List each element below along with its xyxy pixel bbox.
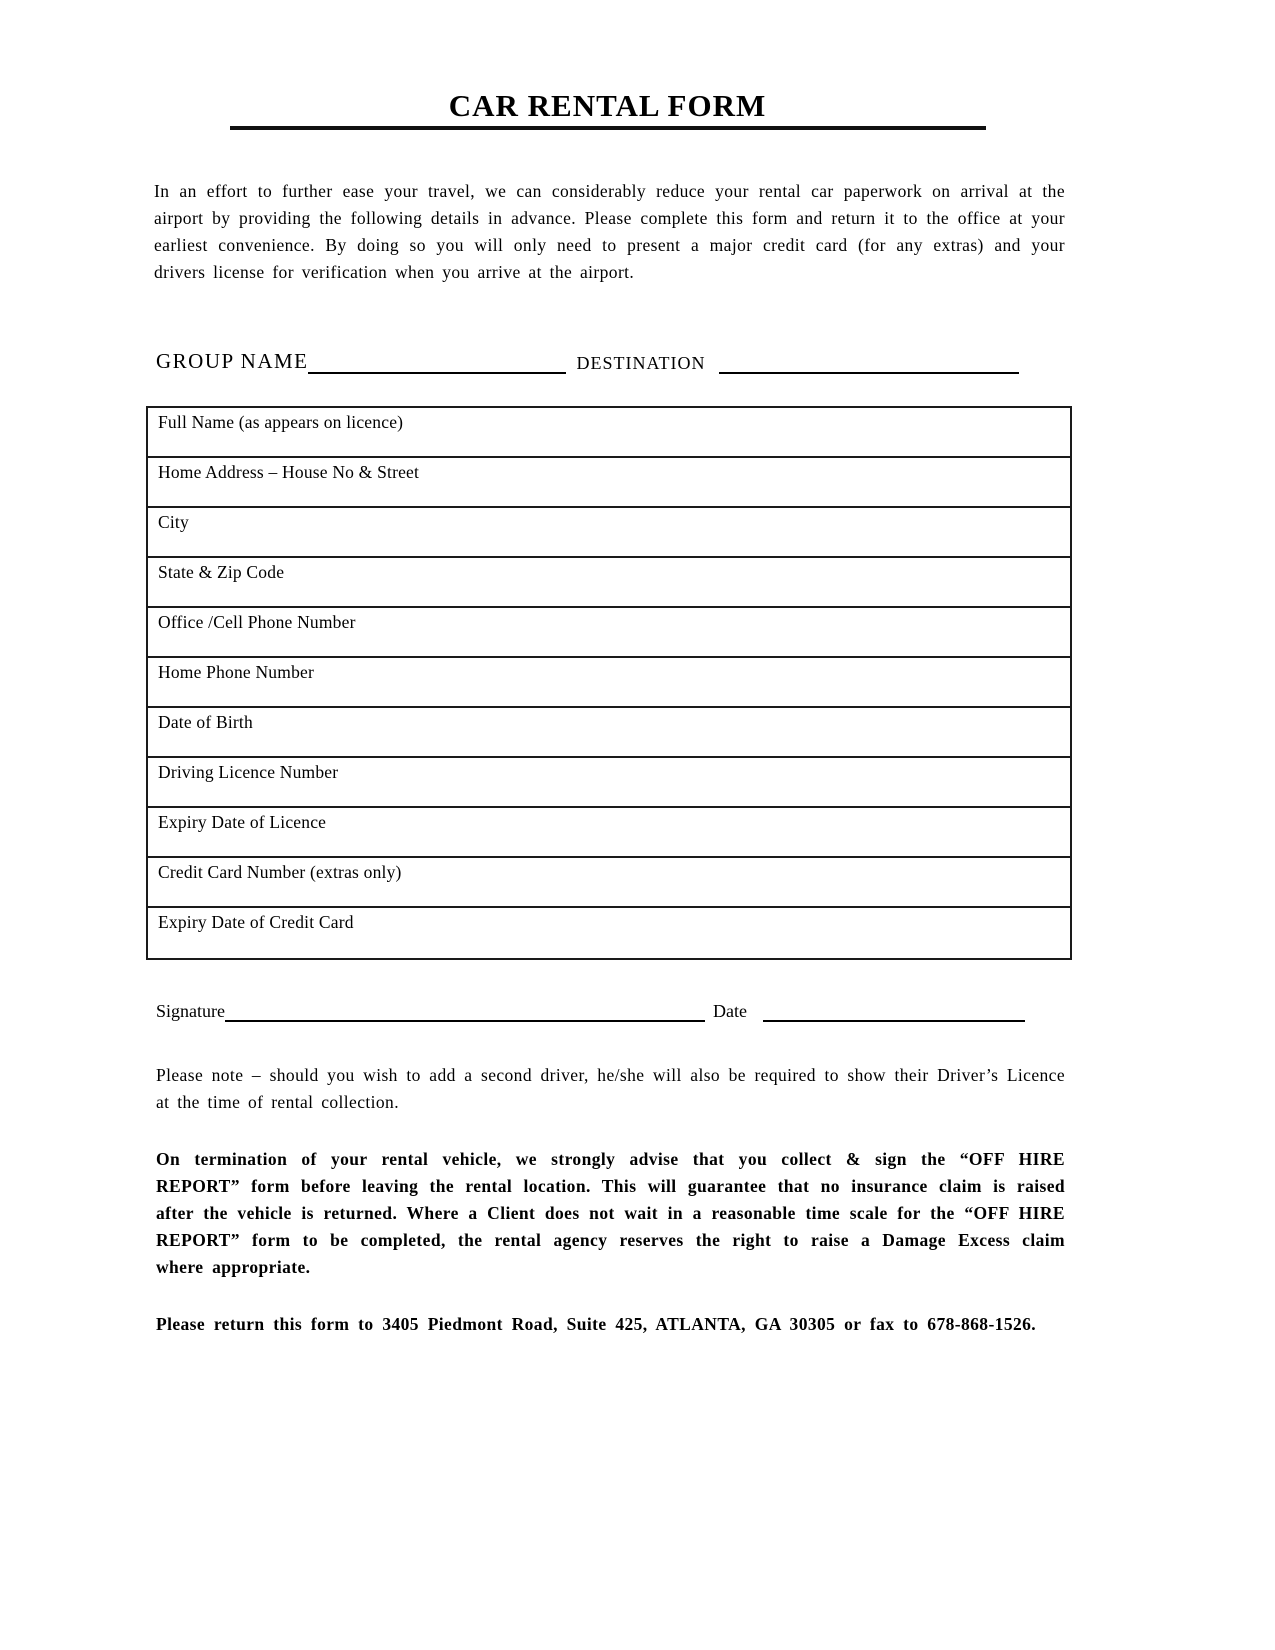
table-row-credit-card-number[interactable] <box>148 858 1070 908</box>
table-row-city[interactable] <box>148 508 1070 558</box>
table-row-state-zip[interactable] <box>148 558 1070 608</box>
group-name-label: GROUP NAME <box>156 348 309 373</box>
table-row-expiry-date-credit-card[interactable] <box>148 908 1070 958</box>
row-label: Home Address – House No & Street <box>158 461 420 482</box>
row-label: Expiry Date of Credit Card <box>158 911 354 932</box>
document-page <box>150 0 1065 1339</box>
table-row-date-of-birth[interactable] <box>148 708 1070 758</box>
page-title: CAR RENTAL FORM <box>448 88 767 123</box>
destination-label: DESTINATION <box>576 352 706 373</box>
row-label: Date of Birth <box>158 711 253 732</box>
table-row-home-address[interactable] <box>148 458 1070 508</box>
return-address-paragraph: Please return this form to 3405 Piedmont Road, Suite 425, ATLANTA, GA 30305 or fax to 678-868-1526. <box>156 1314 1037 1335</box>
title-underline <box>230 88 986 130</box>
row-label: Office /Cell Phone Number <box>158 611 356 632</box>
row-label: Credit Card Number (extras only) <box>158 861 402 882</box>
row-label: Full Name (as appears on licence) <box>158 411 404 432</box>
signature-label: Signature <box>156 1000 225 1021</box>
date-label: Date <box>713 1000 747 1021</box>
row-label: Expiry Date of Licence <box>158 811 327 832</box>
row-label: State & Zip Code <box>158 561 285 582</box>
group-destination-line <box>150 349 1065 374</box>
row-label: Driving Licence Number <box>158 761 339 782</box>
date-blank-field[interactable] <box>763 998 1025 1022</box>
off-hire-report-paragraph: On termination of your rental vehicle, we strongly advise that you collect & sign the “OFF HIRE REPORT” form before leaving the rental location. This will guarantee that no insurance claim is raised after the vehicle is returned. Where a Client does not wait in a reasonable time scale for the “OFF HIRE REPORT” form to be completed, the rental agency reserves the right to raise a Damage Excess claim where appropriate. <box>156 1148 1065 1278</box>
intro-paragraph: In an effort to further ease your travel, we can considerably reduce your rental car paperwork on arrival at the airport by providing the following details in advance. Please complete this form and return it to the office at your earliest convenience. By doing so you will only need to present a major credit card (for any extras) and your drivers license for verification when you arrive at the airport. <box>154 181 1065 283</box>
signature-blank-field[interactable] <box>225 998 705 1022</box>
row-label: City <box>158 511 189 532</box>
second-driver-note: Please note – should you wish to add a second driver, he/she will also be required to show their Driver’s Licence at the time of rental collection. <box>156 1064 1065 1112</box>
table-row-office-cell-phone[interactable] <box>148 608 1070 658</box>
form-table <box>146 406 1072 960</box>
group-name-blank-field[interactable] <box>308 350 566 374</box>
table-row-home-phone[interactable] <box>148 658 1070 708</box>
signature-date-line <box>150 998 1065 1022</box>
destination-blank-field[interactable] <box>719 350 1019 374</box>
table-row-expiry-date-licence[interactable] <box>148 808 1070 858</box>
table-row-full-name[interactable] <box>148 408 1070 458</box>
table-row-driving-licence-number[interactable] <box>148 758 1070 808</box>
row-label: Home Phone Number <box>158 661 315 682</box>
